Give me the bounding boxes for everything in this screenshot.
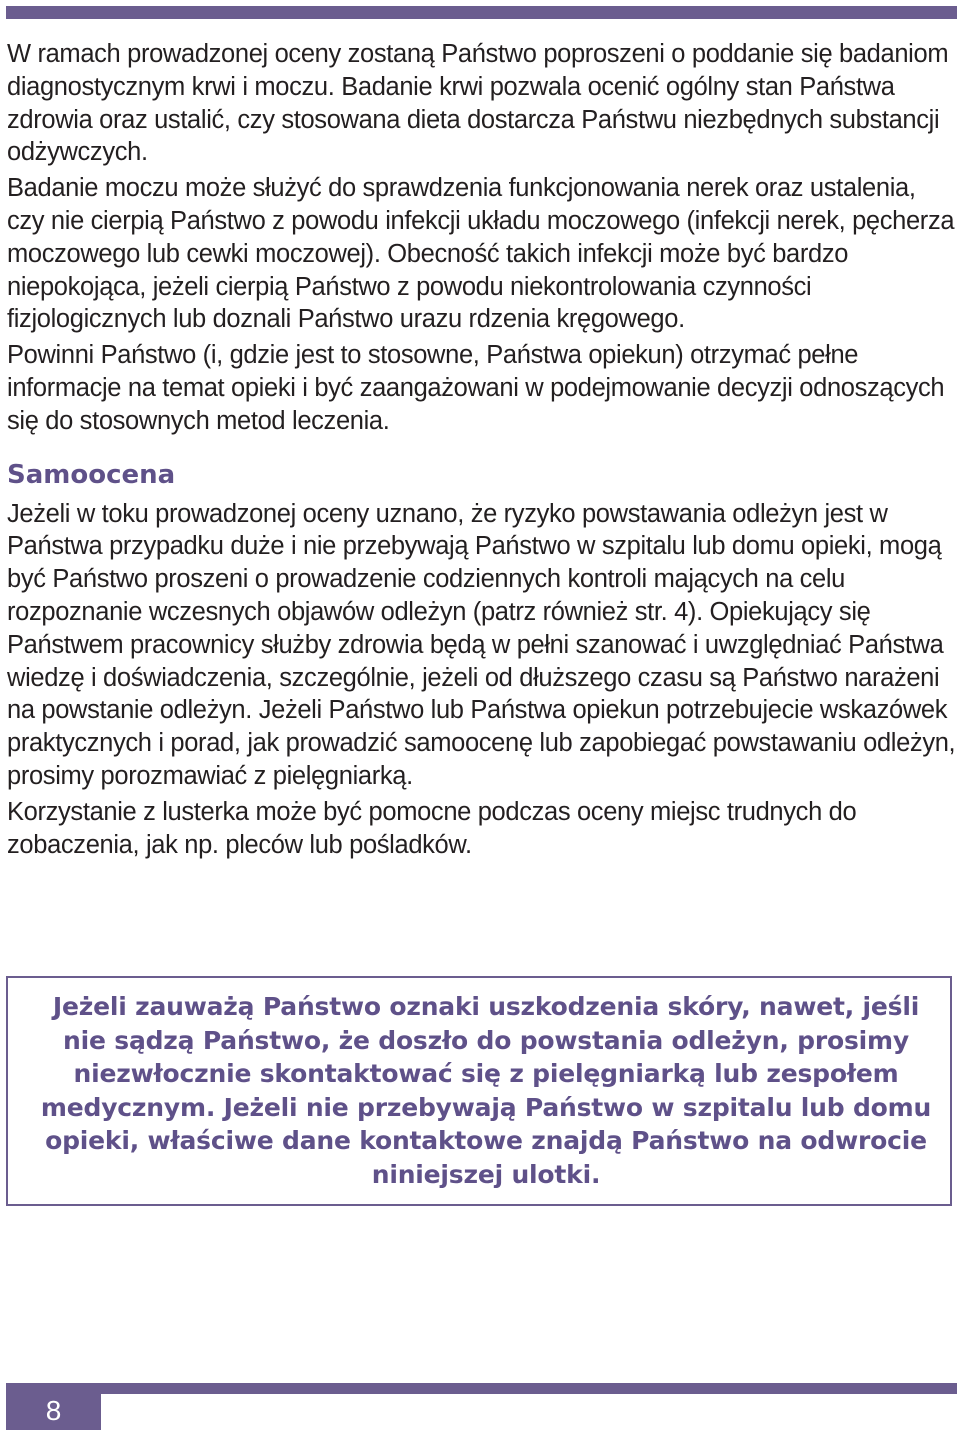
important-notice-text: Jeżeli zauważą Państwo oznaki uszkodzenia skóry, nawet, jeśli nie sądzą Państwo, że doszło do powstania odleżyn, prosimy niezwłocznie skontaktować się z pielęgniarką lub zespołem medycznym. Jeżeli nie przebywają Państwo w szpitalu lub domu opieki, właściwe dane kontaktowe znajdą Państwo na odwrocie niniejszej ulotki. [40,992,932,1189]
page-content [7,38,957,861]
paragraph-blood-urine-tests: W ramach prowadzonej oceny zostaną Państwo poproszeni o poddanie się badaniom diagnostycznym krwi i moczu. Badanie krwi pozwala ocenić ogólny stan Państwa zdrowia oraz ustalić, czy stosowana dieta dostarcza Państwu niezbędnych substancji odżywczych. [7,40,949,167]
page-number: 8 [6,1383,101,1430]
paragraph-patient-involvement: Powinni Państwo (i, gdzie jest to stosowne, Państwa opiekun) otrzymać pełne informacje na temat opieki i być zaangażowani w podejmowanie decyzji odnoszących się do stosownych metod leczenia. [7,341,945,435]
important-notice-box [6,976,952,1206]
paragraph-mirror-tip: Korzystanie z lusterka może być pomocne podczas oceny miejsc trudnych do zobaczenia, jak np. pleców lub pośladków. [7,797,857,859]
section-heading-self-assessment: Samoocena [7,459,176,490]
top-decorative-rule [6,6,957,19]
footer-decorative-rule [6,1383,957,1394]
paragraph-self-assessment: Jeżeli w toku prowadzonej oceny uznano, że ryzyko powstawania odleżyn jest w Państwa przypadku duże i nie przebywają Państwo w szpitalu lub domu opieki, mogą być Państwo proszeni o prowadzenie codziennych kontroli mających na celu rozpoznanie wczesnych objawów odleżyn (patrz również str. 4). Opiekujący się Państwem pracownicy służby zdrowia będą w pełni szanować i uwzględniać Państwa wiedzę i doświadczenia, szczególnie, jeżeli od dłuższego czasu są Państwo narażeni na powstanie odleżyn. Jeżeli Państwo lub Państwa opiekun potrzebujecie wskazówek praktycznych i porad, jak prowadzić samoocenę lub zapobiegać powstawaniu odleżyn, prosimy porozmawiać z pielęgniarką. [7,499,956,790]
paragraph-urine-test: Badanie moczu może służyć do sprawdzenia funkcjonowania nerek oraz ustalenia, czy nie cierpią Państwo z powodu infekcji układu moczowego (infekcji nerek, pęcherza moczowego lub cewki moczowej). Obecność takich infekcji może być bardzo niepokojąca, jeżeli cierpią Państwo z powodu niekontrolowania czynności fizjologicznych lub doznali Państwo urazu rdzenia kręgowego. [7,174,955,334]
